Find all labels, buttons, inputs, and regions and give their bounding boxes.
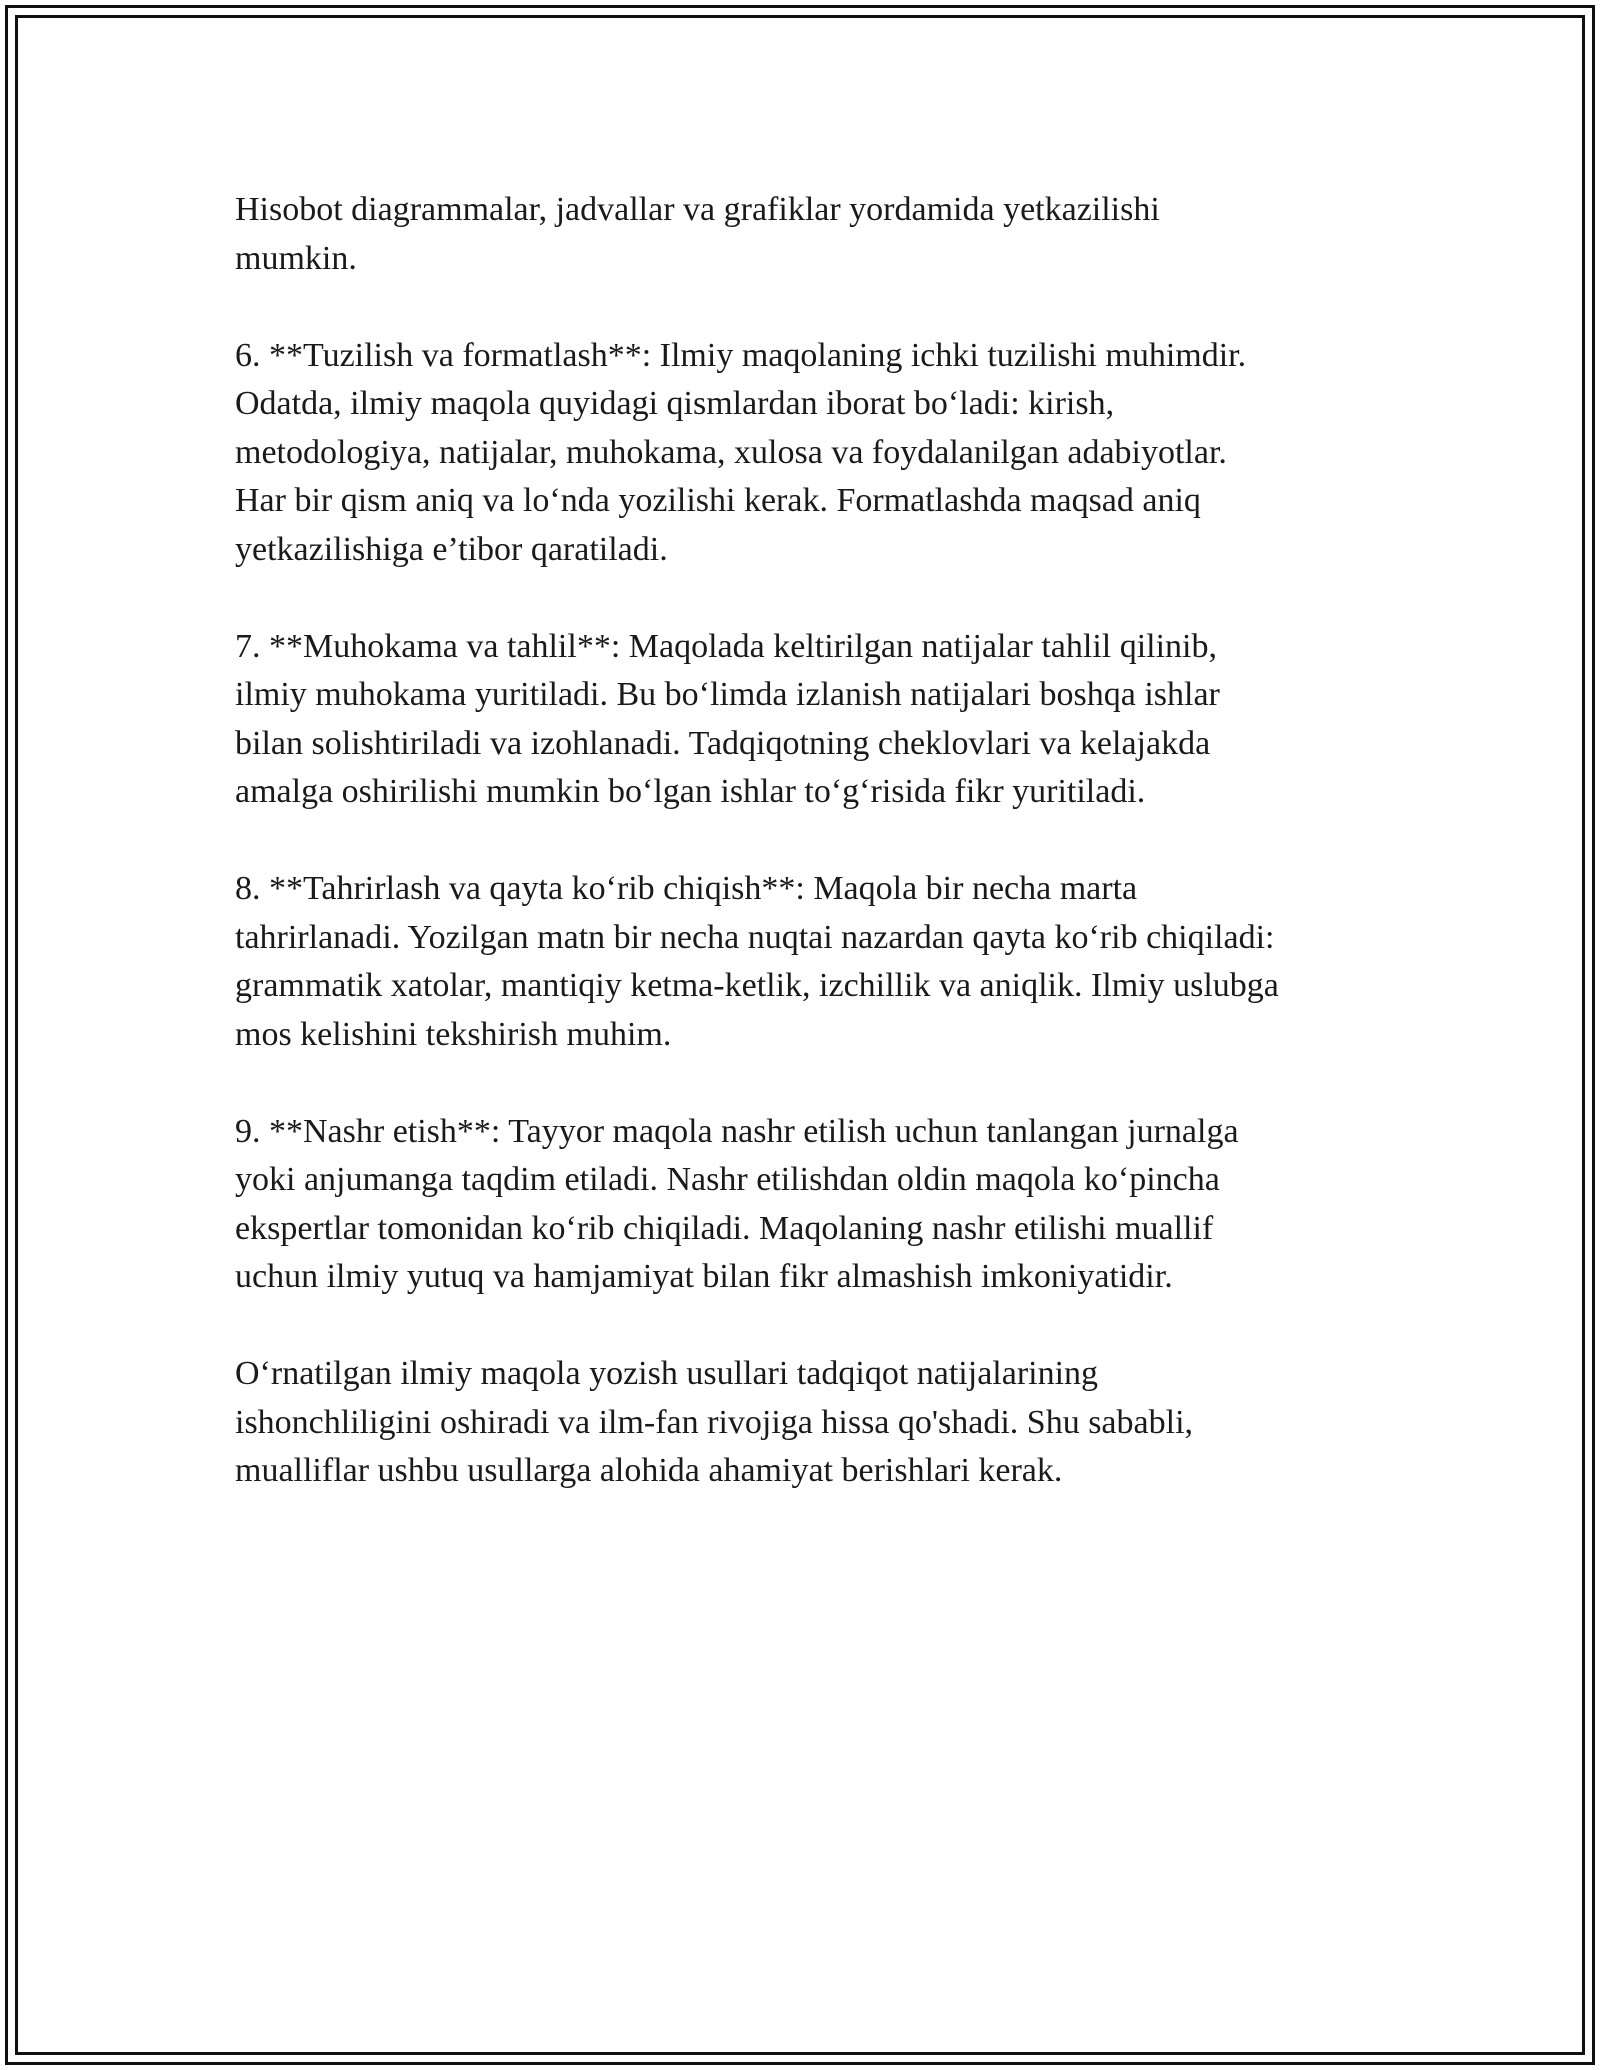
document-body — [235, 186, 1375, 1544]
paragraph-report-delivery: Hisobot diagrammalar, jadvallar va grafiklar yordamida yetkazilishi mumkin. — [235, 191, 1160, 277]
paragraph-discussion-analysis: 7. **Muhokama va tahlil**: Maqolada keltirilgan natijalar tahlil qilinib, ilmiy muhokama yuritiladi. Bu boʻlimda izlanish natijalari boshqa ishlar bilan solishtiriladi va izohlanadi. Tadqiqotning cheklovlari va kelajakda amalga oshirilishi mumkin boʻlgan ishlar toʻgʻrisida fikr yuritiladi. — [235, 627, 1220, 810]
paragraph-conclusion: Oʻrnatilgan ilmiy maqola yozish usullari tadqiqot natijalarining ishonchliligini oshiradi va ilm-fan rivojiga hissa qo'shadi. Shu sababli, mualliflar ushbu usullarga alohida ahamiyat berishlari kerak. — [235, 1355, 1194, 1489]
paragraph-editing-review: 8. **Tahrirlash va qayta koʻrib chiqish**: Maqola bir necha marta tahrirlanadi. Yozilgan matn bir necha nuqtai nazardan qayta koʻrib chiqiladi: grammatik xatolar, mantiqiy ketma-ketlik, izchillik va aniqlik. Ilmiy uslubga mos kelishini tekshirish muhim. — [235, 870, 1279, 1053]
paragraph-publication: 9. **Nashr etish**: Tayyor maqola nashr etilish uchun tanlangan jurnalga yoki anjumanga taqdim etiladi. Nashr etilishdan oldin maqola koʻpincha ekspertlar tomonidan koʻrib chiqiladi. Maqolaning nashr etilishi muallif uchun ilmiy yutuq va hamjamiyat bilan fikr almashish imkoniyatidir. — [235, 1112, 1239, 1295]
paragraph-structure-formatting: 6. **Tuzilish va formatlash**: Ilmiy maqolaning ichki tuzilishi muhimdir. Odatda, ilmiy maqola quyidagi qismlardan iborat boʻladi: kirish, metodologiya, natijalar, muhokama, xulosa va foydalanilgan adabiyotlar. Har bir qism aniq va loʻnda yozilishi kerak. Formatlashda maqsad aniq yetkazilishiga e’tibor qaratiladi. — [235, 336, 1247, 568]
